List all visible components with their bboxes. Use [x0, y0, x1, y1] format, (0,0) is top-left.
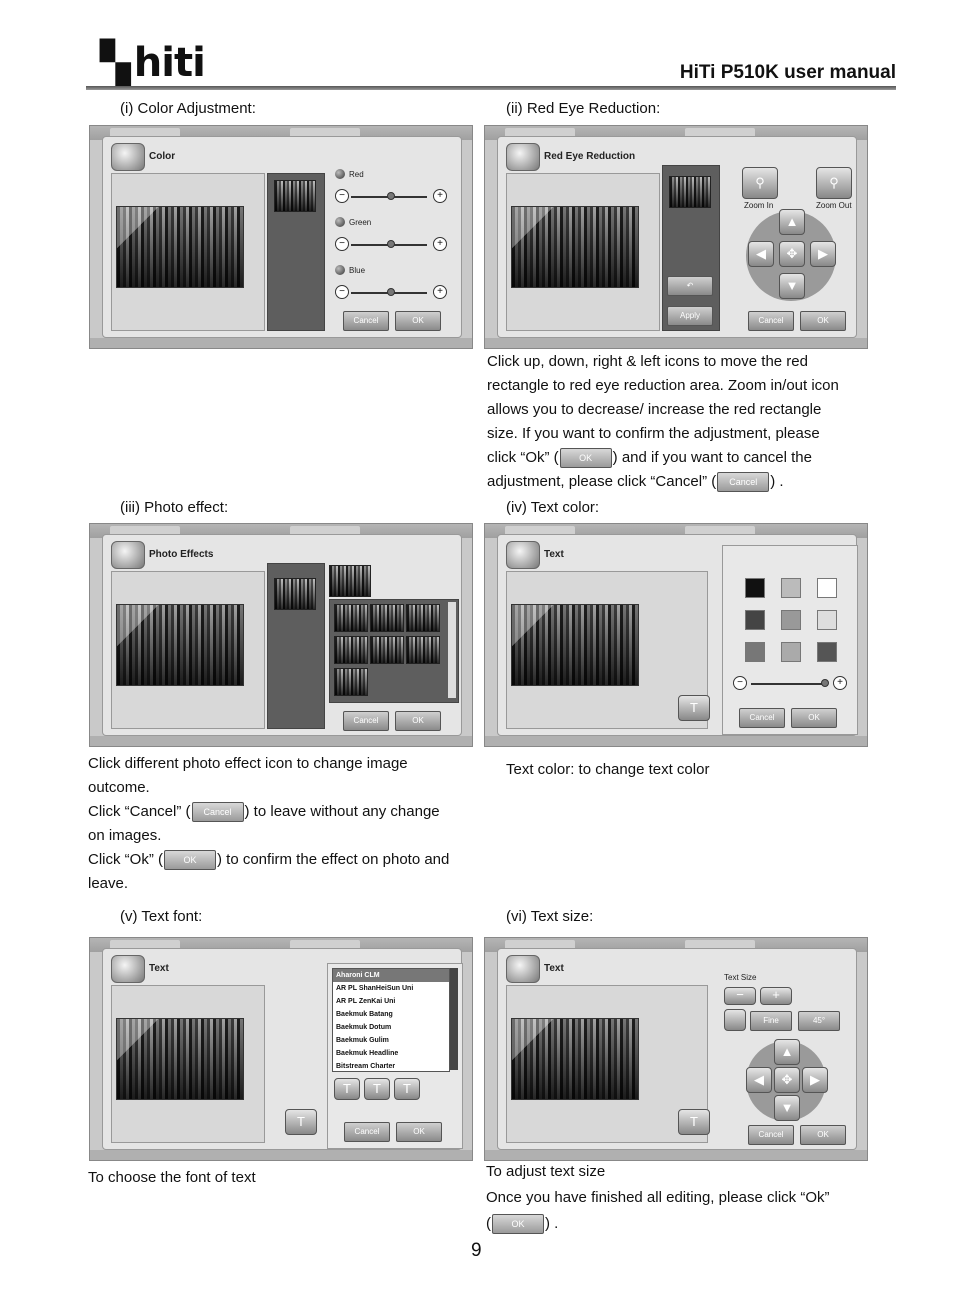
screenshot-text-font [89, 937, 473, 1161]
color-swatch[interactable] [781, 578, 801, 598]
text-icon [506, 955, 540, 983]
fine-button[interactable]: Fine [750, 1011, 792, 1031]
photo-effect-description [88, 752, 483, 896]
font-item[interactable]: Bitstream Charter [336, 1063, 396, 1070]
red-icon [335, 169, 345, 179]
slider-label-blue: Blue [349, 266, 366, 275]
effect-thumb[interactable] [334, 604, 368, 632]
font-panel [327, 963, 463, 1149]
slider-label-red: Red [349, 170, 364, 179]
text-line: size. If you want to confirm the adjustment, please [487, 425, 820, 442]
ok-button[interactable]: OK [800, 311, 846, 331]
preview-photo [116, 1018, 244, 1100]
dialog-title: Text [544, 963, 564, 974]
photo-effects-icon [111, 541, 145, 569]
minus-icon[interactable]: − [335, 237, 349, 251]
dialog-title: Color [149, 151, 176, 162]
status-footer [90, 736, 472, 746]
preview-canvas [111, 571, 265, 729]
text-tool-icon[interactable]: T [285, 1109, 317, 1135]
font-item[interactable]: Baekmuk Batang [336, 1011, 393, 1018]
increase-size-button[interactable]: + [760, 987, 792, 1005]
effect-thumb[interactable] [334, 668, 368, 696]
preview-canvas [506, 173, 660, 331]
thumbnail[interactable] [274, 180, 316, 212]
text-color-description: Text color: to change text color [506, 761, 710, 778]
red-slider-knob[interactable] [387, 192, 395, 200]
plus-icon[interactable]: + [433, 189, 447, 203]
ok-button[interactable]: OK [396, 1122, 442, 1142]
arrow-up-icon[interactable]: ▲ [779, 209, 805, 235]
zoom-in-icon[interactable]: ⚲ [742, 167, 778, 199]
cancel-button-icon: Cancel [717, 472, 769, 492]
text-line: rectangle to red eye reduction area. Zoom in/out icon [487, 377, 839, 394]
caption-text-color: (iv) Text color: [506, 499, 600, 516]
slider-label-green: Green [349, 218, 372, 227]
ok-button[interactable]: OK [395, 311, 441, 331]
preview-photo [511, 206, 639, 288]
transparency-slider-knob[interactable] [821, 679, 829, 687]
move-icon[interactable]: ✥ [779, 241, 805, 267]
text-icon [111, 955, 145, 983]
logo-mark-icon: ▚ [100, 40, 130, 86]
red-eye-dialog [497, 136, 857, 338]
color-swatch[interactable] [781, 642, 801, 662]
text-bold-icon[interactable]: T [334, 1078, 360, 1100]
effects-grid [329, 599, 459, 703]
minus-icon[interactable]: − [335, 285, 349, 299]
logo-text: hiti [133, 40, 205, 86]
minus-icon[interactable]: − [733, 676, 747, 690]
ok-button[interactable]: OK [800, 1125, 846, 1145]
text-line: To adjust text size [486, 1163, 606, 1180]
hiti-logo [100, 40, 205, 86]
dialog-title: Photo Effects [149, 549, 214, 560]
color-box-icon[interactable] [724, 1009, 746, 1031]
thumbnail-panel [267, 173, 325, 331]
text-size-description [486, 1159, 886, 1237]
caption-text-size: (vi) Text size: [506, 908, 594, 925]
screenshot-red-eye-reduction [484, 125, 868, 349]
ok-button-icon: OK [492, 1214, 544, 1234]
status-footer [90, 1150, 472, 1160]
arrow-left-icon[interactable]: ◀ [748, 241, 774, 267]
caption-text-font: (v) Text font: [120, 908, 203, 925]
arrow-right-icon[interactable]: ▶ [802, 1067, 828, 1093]
rotate-button[interactable]: 45° [798, 1011, 840, 1031]
preview-photo [116, 604, 244, 686]
text-line: leave. [88, 875, 129, 892]
text-line: Click “Ok” ( OK ) to confirm the effect on photo and [88, 848, 483, 872]
cancel-button[interactable]: Cancel [739, 708, 785, 728]
caption-red-eye-reduction: (ii) Red Eye Reduction: [506, 100, 661, 117]
manual-title: HiTi P510K user manual [679, 62, 896, 83]
thumbnail[interactable] [669, 176, 711, 208]
thumbnail-panel [662, 165, 720, 331]
effect-thumb[interactable] [334, 636, 368, 664]
red-eye-description [487, 350, 887, 494]
dialog-title: Red Eye Reduction [544, 151, 636, 162]
screenshot-text-color [484, 523, 868, 747]
effect-thumb[interactable] [406, 604, 440, 632]
color-picker-panel [722, 545, 858, 735]
text-line: allows you to decrease/ increase the red rectangle [487, 401, 822, 418]
arrow-down-icon[interactable]: ▼ [774, 1095, 800, 1121]
header-rule [86, 86, 896, 90]
cancel-button[interactable]: Cancel [343, 711, 389, 731]
color-swatch[interactable] [781, 610, 801, 630]
green-icon [335, 217, 345, 227]
color-swatch[interactable] [817, 578, 837, 598]
text-line: Click different photo effect icon to change image [88, 755, 408, 772]
text-line: Click “Cancel” ( Cancel ) to leave without any change [88, 800, 483, 824]
ok-button[interactable]: OK [791, 708, 837, 728]
ok-button-icon: OK [560, 448, 612, 468]
status-footer [485, 338, 867, 348]
dialog-title: Text [544, 549, 564, 560]
cancel-button-icon: Cancel [192, 802, 244, 822]
color-swatch[interactable] [745, 578, 765, 598]
screenshot-photo-effect [89, 523, 473, 747]
status-footer [485, 736, 867, 746]
font-item[interactable]: AR PL ShanHeiSun Uni [336, 985, 414, 992]
text-italic-icon[interactable]: T [364, 1078, 390, 1100]
text-underline-icon[interactable]: T [394, 1078, 420, 1100]
screenshot-color-adjustment [89, 125, 473, 349]
minus-icon[interactable]: − [335, 189, 349, 203]
color-swatch[interactable] [745, 642, 765, 662]
preview-canvas [111, 985, 265, 1143]
current-effect-thumb [329, 565, 371, 597]
thumbnail[interactable] [274, 578, 316, 610]
page-number: 9 [471, 1240, 482, 1261]
cancel-button[interactable]: Cancel [343, 311, 389, 331]
text-color-dialog [497, 534, 857, 736]
plus-icon[interactable]: + [433, 237, 447, 251]
text-line: Click up, down, right & left icons to move the red [487, 353, 808, 370]
color-swatch[interactable] [817, 642, 837, 662]
effect-thumb[interactable] [370, 604, 404, 632]
undo-button[interactable]: ↶ [667, 276, 713, 296]
red-eye-icon [506, 143, 540, 171]
blue-icon [335, 265, 345, 275]
plus-icon[interactable]: + [833, 676, 847, 690]
font-list[interactable] [332, 968, 450, 1072]
caption-color-adjustment: (i) Color Adjustment: [120, 100, 256, 117]
preview-canvas [111, 173, 265, 331]
plus-icon[interactable]: + [433, 285, 447, 299]
font-item[interactable]: Baekmuk Gulim [336, 1037, 389, 1044]
arrow-down-icon[interactable]: ▼ [779, 273, 805, 299]
color-balls-icon [111, 143, 145, 171]
effect-thumb[interactable] [370, 636, 404, 664]
color-swatch[interactable] [817, 610, 837, 630]
text-icon [506, 541, 540, 569]
decrease-size-button[interactable]: − [724, 987, 756, 1005]
ok-button-icon: OK [164, 850, 216, 870]
cancel-button[interactable]: Cancel [748, 1125, 794, 1145]
arrow-up-icon[interactable]: ▲ [774, 1039, 800, 1065]
ok-button[interactable]: OK [395, 711, 441, 731]
blue-slider-knob[interactable] [387, 288, 395, 296]
color-dialog [102, 136, 462, 338]
text-line: Once you have finished all editing, please click “Ok” [486, 1189, 830, 1206]
arrow-right-icon[interactable]: ▶ [810, 241, 836, 267]
screenshot-text-size [484, 937, 868, 1161]
text-size-label: Text Size [724, 973, 757, 982]
cancel-button[interactable]: Cancel [344, 1122, 390, 1142]
dialog-title: Text [149, 963, 169, 974]
apply-button[interactable]: Apply [667, 306, 713, 326]
text-line: outcome. [88, 779, 150, 796]
preview-photo [511, 604, 639, 686]
photo-effects-dialog [102, 534, 462, 736]
text-size-dialog [497, 948, 857, 1150]
preview-photo [511, 1018, 639, 1100]
text-line: click “Ok” ( OK ) and if you want to cancel the [487, 446, 887, 470]
font-list-scrollbar[interactable] [450, 968, 458, 1070]
scrollbar[interactable] [448, 602, 456, 698]
text-line: adjustment, please click “Cancel” ( Cancel ) . [487, 470, 887, 494]
color-swatch[interactable] [745, 610, 765, 630]
text-font-dialog [102, 948, 462, 1150]
caption-photo-effect: (iii) Photo effect: [120, 499, 229, 516]
text-tool-icon[interactable]: T [678, 695, 710, 721]
green-slider-knob[interactable] [387, 240, 395, 248]
arrow-left-icon[interactable]: ◀ [746, 1067, 772, 1093]
effect-thumb[interactable] [406, 636, 440, 664]
cancel-button[interactable]: Cancel [748, 311, 794, 331]
zoom-out-label: Zoom Out [816, 201, 852, 210]
font-item[interactable]: Aharoni CLM [333, 969, 449, 982]
font-item[interactable]: Baekmuk Headline [336, 1050, 399, 1057]
zoom-out-icon[interactable]: ⚲ [816, 167, 852, 199]
font-item[interactable]: AR PL ZenKai Uni [336, 998, 396, 1005]
text-line: on images. [88, 827, 162, 844]
move-icon[interactable]: ✥ [774, 1067, 800, 1093]
thumbnail-panel [267, 563, 325, 729]
preview-photo [116, 206, 244, 288]
text-line: ( OK ) . [486, 1211, 886, 1237]
zoom-in-label: Zoom In [744, 201, 774, 210]
text-font-description: To choose the font of text [88, 1169, 256, 1186]
font-item[interactable]: Baekmuk Dotum [336, 1024, 392, 1031]
text-tool-icon[interactable]: T [678, 1109, 710, 1135]
status-footer [90, 338, 472, 348]
